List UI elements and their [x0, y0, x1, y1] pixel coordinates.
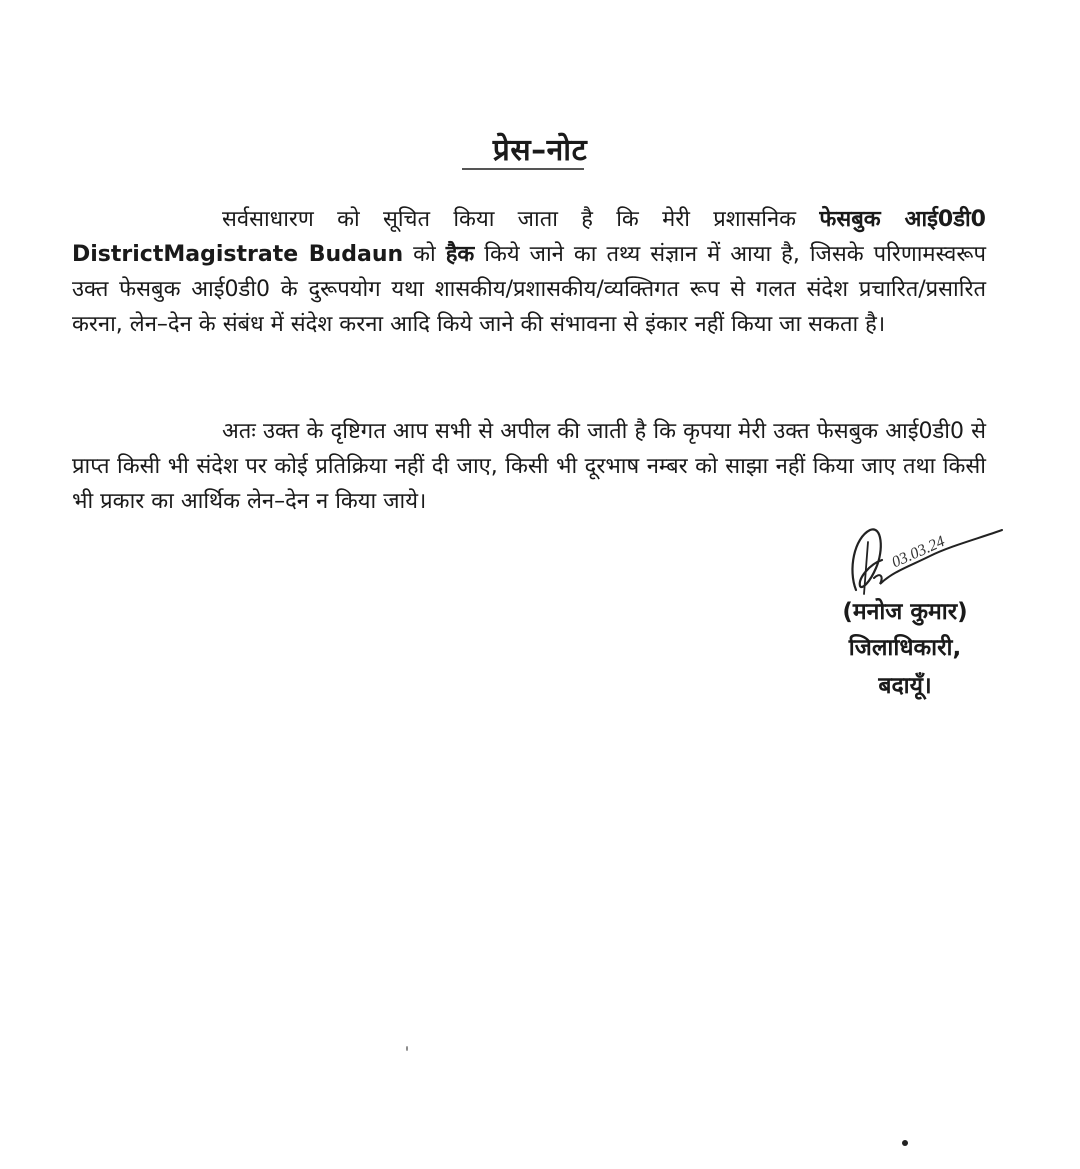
- signatory-designation: जिलाधिकारी,: [848, 635, 962, 661]
- signatory-place: बदायूँ।: [878, 673, 932, 699]
- scan-speck: [902, 1140, 908, 1146]
- paragraph-1-text-a: सर्वसाधारण को सूचित किया जाता है कि मेरी प्रशासनिक: [222, 207, 820, 232]
- paragraph-1-text-c: किये जाने का तथ्य संज्ञान में आया है, जिसके परिणामस्वरूप उक्त फेसबुक आई0डी0 के दुरूपयोग यथा शासकीय/प्रशासकीय/व्यक्तिगत रूप से गलत संदेश प्रचारित/प्रसारित करना, लेन–देन के संबंध में संदेश करना आदि किये जाने की संभावना से इंकार नहीं किया जा सकता है।: [72, 242, 986, 337]
- paragraph-1-bold-hack: हैक: [445, 242, 475, 267]
- handwritten-signature: [840, 520, 1010, 600]
- paragraph-1-bold-facebook-id: फेसबुक आई0डी0 DistrictMagistrate Budaun: [72, 207, 986, 267]
- signature-date: 03.03.24: [889, 533, 948, 572]
- paragraph-1-text-b: को: [403, 242, 446, 267]
- paragraph-1: [72, 202, 986, 342]
- paragraph-2: अतः उक्त के दृष्टिगत आप सभी से अपील की जाती है कि कृपया मेरी उक्त फेसबुक आई0डी0 से प्राप्त किसी भी संदेश पर कोई प्रतिक्रिया नहीं दी जाए, किसी भी दूरभाष नम्बर को साझा नहीं किया जाए तथा किसी भी प्रकार का आर्थिक लेन–देन न किया जाये।: [72, 419, 986, 514]
- title-underline: [462, 168, 584, 170]
- document-title: प्रेस–नोट: [492, 133, 588, 168]
- signatory-name: (मनोज कुमार): [842, 599, 968, 625]
- scan-speck: [406, 1046, 408, 1051]
